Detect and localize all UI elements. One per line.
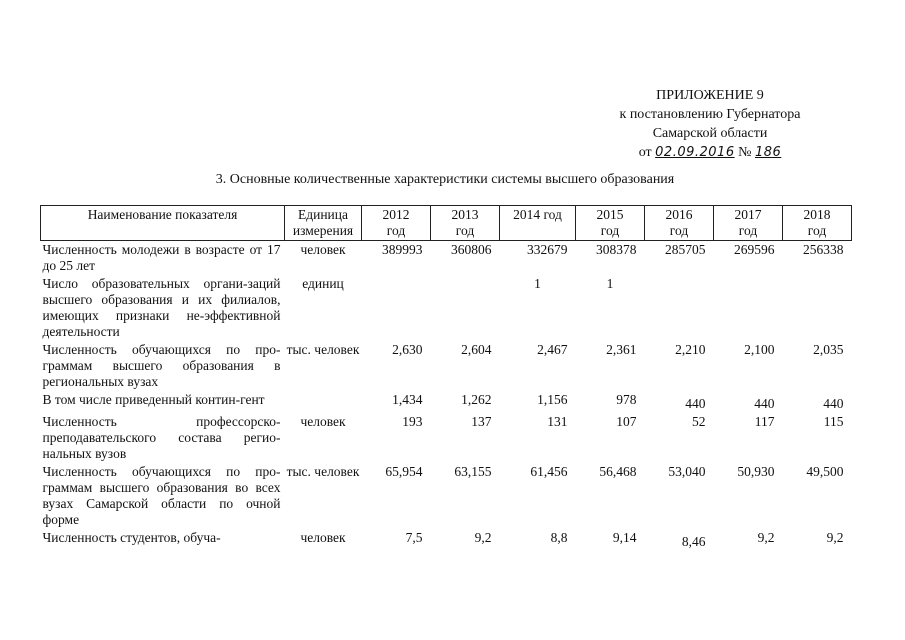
- value-2014: 131: [547, 414, 568, 429]
- value-2016: [645, 275, 714, 341]
- handwritten-date: 02.09.2016: [655, 145, 735, 160]
- value-2015: 308378: [596, 242, 637, 257]
- value-2012: 7,5: [405, 530, 423, 545]
- value-2018: 9,2: [826, 530, 844, 545]
- value-2018: 256338: [803, 242, 844, 257]
- value-2018: [783, 275, 852, 341]
- value-2015: 107: [616, 414, 637, 429]
- row-unit: человек: [300, 242, 346, 257]
- value-2013: 2,604: [461, 342, 492, 357]
- value-2016: 53,040: [668, 464, 706, 479]
- row-name: Численность молодежи в возрасте от 17 до 25 лет: [42, 242, 281, 273]
- table-header-row: [41, 206, 852, 241]
- value-2012: 389993: [382, 242, 423, 257]
- appendix-region: Самарской области: [652, 126, 768, 141]
- value-2018: 440: [823, 396, 844, 411]
- value-2015: 56,468: [599, 464, 637, 479]
- row-name: В том числе приведенный контин-гент: [42, 392, 265, 407]
- value-2012: 2,630: [392, 342, 423, 357]
- table-row: [41, 241, 852, 276]
- value-2014: 1: [534, 276, 541, 291]
- header-2013: 2013 год: [431, 206, 500, 241]
- value-2017: 269596: [734, 242, 775, 257]
- value-2018: 49,500: [806, 464, 844, 479]
- value-2016: 8,46: [681, 534, 706, 549]
- row-name: Число образовательных органи-заций высшего образования и их филиалов, имеющих признаки не-эффективной деятельности: [42, 276, 281, 339]
- table-row: [41, 391, 852, 413]
- value-2014: 61,456: [530, 464, 568, 479]
- appendix-decree: к постановлению Губернатора: [619, 107, 801, 122]
- row-unit: человек: [300, 530, 346, 545]
- row-name: Численность профессорско-преподавательского состава регио-нальных вузов: [42, 414, 281, 461]
- value-2014: 1,156: [537, 392, 568, 407]
- value-2015: 2,361: [606, 342, 637, 357]
- value-2012: 193: [402, 414, 423, 429]
- value-2017: 9,2: [757, 530, 775, 545]
- value-2017: 50,930: [737, 464, 775, 479]
- value-2013: 1,262: [461, 392, 492, 407]
- value-2015: 978: [616, 392, 637, 407]
- row-name: Численность студентов, обуча-: [42, 530, 221, 545]
- value-2017: 2,100: [744, 342, 775, 357]
- value-2018: 115: [823, 414, 844, 429]
- value-2012: 65,954: [385, 464, 423, 479]
- value-2013: 137: [471, 414, 492, 429]
- header-2015: 2015 год: [576, 206, 645, 241]
- row-name: Численность обучающихся по про-граммам высшего образования в региональных вузах: [42, 342, 281, 389]
- row-unit: человек: [300, 414, 346, 429]
- appendix-header: [560, 86, 860, 162]
- appendix-title: ПРИЛОЖЕНИЕ 9: [656, 88, 764, 103]
- value-2015: 1: [606, 276, 614, 291]
- row-name: Численность обучающихся по про-граммам высшего образования во всех вузах Самарской области по очной форме: [42, 464, 281, 527]
- table-row: [41, 341, 852, 391]
- value-2016: 285705: [665, 242, 706, 257]
- table-row: [41, 275, 852, 341]
- header-2017: 2017 год: [714, 206, 783, 241]
- value-2017: [714, 275, 783, 341]
- value-2016: 2,210: [675, 342, 706, 357]
- value-2014: 332679: [527, 242, 568, 257]
- table-row: [41, 463, 852, 529]
- value-2015: 9,14: [612, 530, 637, 545]
- header-2016: 2016 год: [645, 206, 714, 241]
- value-2014: 8,8: [550, 530, 568, 545]
- row-unit: тыс. человек: [286, 342, 360, 357]
- header-name: Наименование показателя: [41, 206, 285, 241]
- value-2017: 440: [754, 396, 775, 411]
- value-2013: [431, 275, 500, 341]
- header-2018: 2018 год: [783, 206, 852, 241]
- row-unit: единиц: [302, 276, 344, 291]
- date-prefix: от: [638, 145, 652, 160]
- value-2013: 63,155: [454, 464, 492, 479]
- header-unit: Единица измерения: [285, 206, 362, 241]
- value-2012: [362, 275, 431, 341]
- row-unit: тыс. человек: [286, 464, 360, 479]
- handwritten-number: 186: [754, 145, 782, 160]
- indicators-table: [40, 205, 852, 551]
- value-2016: 52: [692, 414, 706, 429]
- appendix-date-line: [560, 143, 860, 162]
- value-2013: 9,2: [474, 530, 492, 545]
- number-sign: №: [738, 145, 752, 160]
- value-2017: 117: [754, 414, 775, 429]
- value-2018: 2,035: [813, 342, 844, 357]
- value-2013: 360806: [451, 242, 492, 257]
- value-2012: 1,434: [392, 392, 423, 407]
- table-row: [41, 529, 852, 551]
- table-row: [41, 413, 852, 463]
- header-2014: 2014 год: [500, 206, 576, 241]
- header-2012: 2012 год: [362, 206, 431, 241]
- value-2016: 440: [685, 396, 706, 411]
- value-2014: 2,467: [537, 342, 568, 357]
- section-title: 3. Основные количественные характеристики системы высшего образования: [215, 172, 675, 187]
- row-unit: [285, 391, 362, 413]
